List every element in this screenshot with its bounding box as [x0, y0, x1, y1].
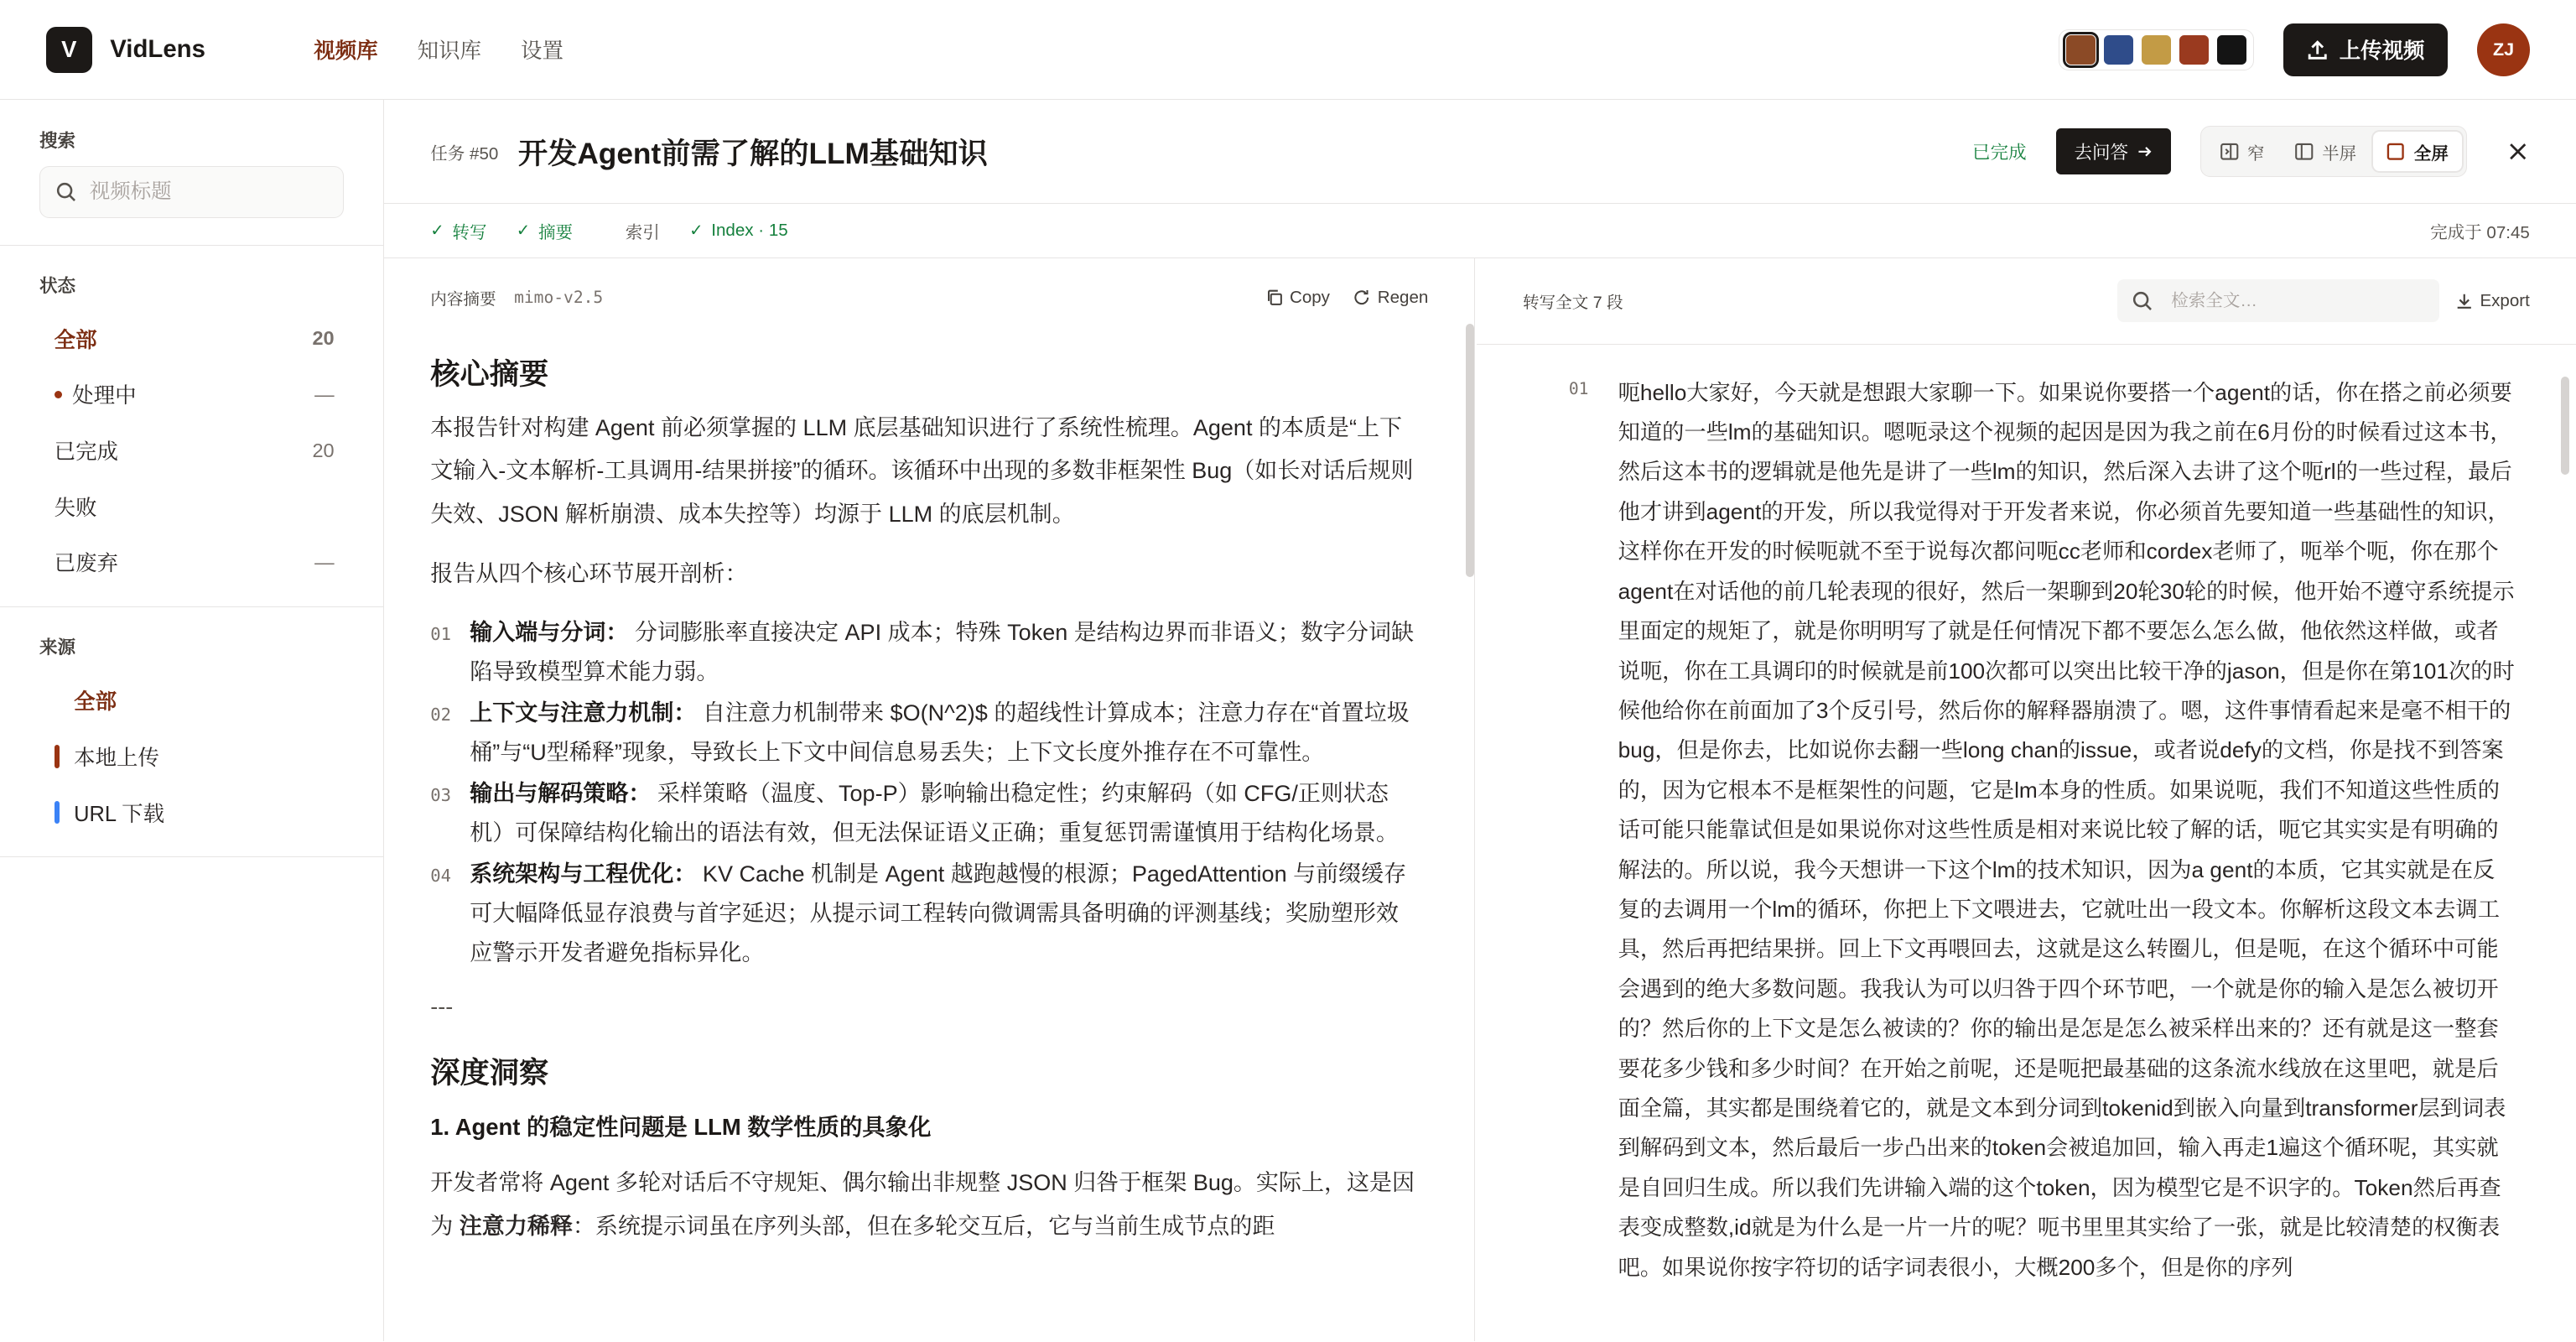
panel-half-icon [2294, 142, 2314, 162]
paragraph-text: 开发者常将 Agent 多轮对话后不守规矩、偶尔输出非规整 JSON 归咎于框架 Bug。实际上，这是因为 [430, 1170, 1415, 1240]
source-filter-label: 全部 [74, 690, 117, 715]
list-item [430, 855, 1415, 973]
source-section-label: 来源 [39, 637, 76, 658]
transcript-pane [1477, 258, 2576, 1341]
transcript-label: 转写全文 7 段 [1522, 294, 1623, 313]
view-half-label: 半屏 [2322, 143, 2357, 164]
step-label: 索引 [625, 222, 660, 242]
status-filter-abandoned[interactable] [39, 534, 344, 590]
status-filter-count: — [314, 382, 335, 405]
list-item [430, 774, 1415, 853]
app-logo[interactable]: V [46, 27, 92, 73]
check-icon: ✓ [516, 221, 531, 240]
transcript-scrollbar[interactable] [2561, 377, 2569, 476]
list-item-text: 采样策略（温度、Top-P）影响输出稳定性；约束解码（如 CFG/正则状态机）可保障结构化输出的语法有效，但无法保证语义正确；重复惩罚需谨慎用于结构化场景。 [470, 780, 1399, 845]
view-half-button[interactable] [2281, 132, 2370, 171]
status-filter-count: 20 [312, 327, 335, 350]
list-item-title: 系统架构与工程优化： [470, 861, 697, 887]
model-name: mimo-v2.5 [514, 288, 604, 308]
view-full-label: 全屏 [2413, 143, 2449, 164]
arrow-right-icon [2137, 143, 2153, 160]
list-item [430, 613, 1415, 692]
list-item-number: 01 [430, 623, 451, 644]
export-label: Export [2480, 290, 2530, 310]
search-icon [55, 181, 76, 202]
paragraph-text: ：系统提示词虽在序列头部，但在多轮交互后，它与当前生成节点的距 [572, 1214, 1275, 1240]
insight-subheading: 1. Agent 的稳定性问题是 LLM 数学性质的具象化 [430, 1113, 932, 1140]
check-icon: ✓ [430, 221, 444, 240]
transcript-search-input[interactable] [2171, 291, 2418, 311]
completed-time: 完成于 07:45 [2430, 222, 2530, 242]
task-header [384, 100, 2575, 203]
check-icon: ✓ [689, 221, 704, 240]
theme-swatch-1[interactable] [2066, 35, 2096, 65]
view-mode-toggle [2200, 126, 2467, 177]
summary-content [384, 337, 1474, 1249]
summary-pane [384, 258, 1475, 1341]
list-item-text: 自注意力机制带来 $O(N^2)$ 的超线性计算成本；注意力存在“首置垃圾桶”与“U型稀释”现象，导致长上下文中间信息易丢失；上下文长度外推存在不可靠性。 [470, 700, 1410, 765]
upload-video-button[interactable] [2283, 23, 2448, 76]
processing-dot-icon [55, 391, 63, 399]
brand-name: VidLens [110, 35, 205, 64]
transcript-search-box [2117, 279, 2439, 322]
nav-knowledge-base[interactable]: 知识库 [417, 39, 481, 64]
regen-button[interactable] [1353, 288, 1428, 308]
status-filter-all[interactable] [39, 311, 344, 367]
pipeline-steps [384, 204, 2575, 258]
paragraph-bold: 注意力稀释 [459, 1214, 573, 1240]
video-search-box [39, 166, 344, 219]
download-icon [2455, 292, 2474, 310]
theme-swatch-4[interactable] [2179, 35, 2209, 65]
search-section-label: 搜索 [39, 130, 76, 151]
go-to-qa-label: 去问答 [2074, 143, 2129, 164]
top-bar [0, 0, 2576, 100]
panel-narrow-icon [2220, 142, 2240, 162]
theme-swatch-2[interactable] [2104, 35, 2133, 65]
segment-number: 01 [1568, 379, 1589, 399]
upload-video-label: 上传视频 [2339, 39, 2425, 64]
step-label: 摘要 [538, 222, 574, 242]
source-filter-label: 本地上传 [74, 746, 159, 770]
user-avatar[interactable]: ZJ [2477, 23, 2530, 76]
deep-insight-heading: 深度洞察 [430, 1057, 549, 1090]
panel-full-icon [2386, 142, 2406, 162]
list-item-title: 输入端与分词： [470, 619, 629, 645]
task-detail-panel [384, 100, 2575, 1340]
view-full-button[interactable] [2373, 132, 2462, 171]
list-item-number: 02 [430, 704, 451, 725]
status-filter-count: 20 [312, 439, 335, 461]
status-filter-label: 失败 [54, 496, 97, 520]
go-to-qa-button[interactable] [2056, 128, 2171, 174]
step-label: Index · 15 [711, 220, 788, 240]
status-filter-label: 已完成 [54, 440, 118, 465]
list-item [430, 694, 1415, 772]
close-icon[interactable] [2506, 140, 2529, 163]
status-filter-count: — [314, 550, 335, 573]
step-summary [517, 218, 573, 243]
task-status-badge: 已完成 [1972, 143, 2027, 164]
list-item-number: 04 [430, 865, 451, 886]
copy-label: Copy [1289, 287, 1330, 307]
copy-button[interactable] [1265, 288, 1330, 308]
list-item-text: 分词膨胀率直接决定 API 成本；特殊 Token 是结构边界而非语义；数字分词缺陷导致模型算术能力弱。 [470, 619, 1414, 684]
status-filter-processing[interactable] [39, 367, 344, 423]
list-item-number: 03 [430, 784, 451, 805]
export-button[interactable] [2455, 291, 2530, 311]
list-item-title: 输出与解码策略： [470, 780, 652, 806]
source-filter-label: URL 下载 [74, 802, 165, 826]
source-filter-local[interactable] [39, 729, 344, 785]
url-source-marker-icon [55, 801, 60, 824]
list-item-title: 上下文与注意力机制： [470, 700, 697, 726]
step-transcribe [430, 218, 486, 243]
summary-paragraph: 本报告针对构建 Agent 前必须掌握的 LLM 底层基础知识进行了系统性梳理。Agent 的本质是“上下文输入-文本解析-工具调用-结果拼接”的循环。该循环中出现的多数非框架性 Bug（如长对话后规则失效、JSON 解析崩溃、成本失控等）均源于 LLM 的底层机制。 [430, 414, 1414, 528]
summary-paragraph: 报告从四个核心环节展开剖析： [430, 561, 748, 587]
regen-label: Regen [1377, 287, 1429, 307]
refresh-icon [1353, 289, 1371, 307]
list-item-text: KV Cache 机制是 Agent 越跑越慢的根源；PagedAttention 与前缀缓存可大幅降低显存浪费与首字延迟；从提示词工程转向微调需具备明确的评测基线；奖励塑形效应警示开发者避免指标异化。 [470, 861, 1407, 965]
source-filter-url[interactable] [39, 784, 344, 840]
status-filter-failed[interactable] [39, 478, 344, 534]
summary-label: 内容摘要 [430, 290, 496, 309]
status-section-label: 状态 [39, 275, 76, 296]
nav-video-library[interactable]: 视频库 [314, 39, 378, 64]
task-id: 任务 #50 [430, 143, 499, 164]
sidebar [0, 100, 384, 1340]
task-title: 开发Agent前需了解的LLM基础知识 [517, 138, 988, 171]
theme-swatch-5[interactable] [2217, 35, 2246, 65]
status-filter-label: 处理中 [72, 384, 137, 408]
copy-icon [1265, 289, 1284, 307]
segment-text: 呃hello大家好，今天就是想跟大家聊一下。如果说你要搭一个agent的话，你在搭之前必须要知道的一些lm的基础知识。嗯呃录这个视频的起因是因为我之前在6月份的时候看过这本书，然后这本书的逻辑就是他先是讲了一些lm的知识，然后深入去讲了这个呃rl的一些过程，最后他才讲到agent的开发，所以我觉得对于开发者来说，你必须首先要知道一些基础性的知识，这样你在开发的时候呃就不至于说每次都问呃cc老师和cordex老师了，呃举个呃，你在那个agent在对话他的前几轮表现的很好，然后一架聊到20轮30轮的时候，他开始不遵守系统提示里面定的规矩了，就是你明明写了就是任何情况下都不要怎么怎么做，他依然这样做，或者说呃，你在工具调印的时候就是前100次都可以突出比较干净的jason，但是你在第101次的时候他给你在前面加了3个反引号，然后你的解释器崩溃了。嗯，这件事情看起来是毫不相干的bug，但是你去，比如说你去翻一些long chan的issue，或者说defy的文档，你是找不到答案的，因为它根本不是框架性的问题，它是lm本身的性质。如果说呃，我们不知道这些性质的话可能只能靠试但是如果说你对这些性质是相对来说比较了解的话，呃它其实实是有明确的解法的。所以说，我今天想讲一下这个lm的技术知识，因为a gent的本质，它其实就是在反复的去调用一个lm的循环，你把上下文喂进去，它就吐出一段文本。你解析这段文本去调工具，然后再把结果拼。回上下文再喂回去，这就是这么转圈儿，但是呃，在这个循环中可能会遇到的绝大多数问题。我我认为可以归咎于四个环节吧，一个就是你的输入是怎么被切开的？然后你的上下文是怎么被读的？你的输出是怎是怎么被采样出来的？还有就是这一整套要花多少钱和多少时间？在开始之前呢，还是呃把最基础的这条流水线放在这里吧，就是后面全篇，其实都是围绕着它的，就是文本到分词到tokenid到嵌入向量到transformer层到词表到解码到文本，然后最后一步凸出来的token会被追加回，输入再走1遍这个循环呢，其实就是自回归生成。所以我们先讲输入端的这个token，因为模型它是不识字的。Token然后再查表变成整数,id就是为什么是一片一片的呢？呃书里里其实给了一张，就是比较清楚的权衡表吧。如果说你按字符切的话字词表很小，大概200多个，但是你的序列 [1618, 379, 2515, 1280]
core-summary-heading: 核心摘要 [430, 358, 549, 392]
status-filter-label: 全部 [54, 328, 97, 352]
nav-settings[interactable]: 设置 [521, 39, 564, 64]
video-search-input[interactable] [90, 180, 319, 204]
summary-scrollbar[interactable] [1466, 324, 1474, 577]
step-label: 转写 [452, 222, 487, 242]
status-filter-completed[interactable] [39, 423, 344, 479]
source-filter-all[interactable] [39, 673, 344, 729]
divider: --- [430, 994, 454, 1020]
status-filter-label: 已废弃 [54, 552, 118, 576]
upload-icon [2307, 39, 2328, 60]
search-icon [2132, 290, 2153, 311]
main-nav [314, 34, 564, 65]
step-index [602, 218, 660, 243]
view-narrow-label: 窄 [2247, 143, 2265, 164]
local-source-marker-icon [55, 745, 60, 767]
transcript-segment [1477, 345, 2576, 1287]
step-index-count [689, 221, 788, 241]
theme-swatches [2059, 29, 2254, 70]
theme-swatch-3[interactable] [2142, 35, 2171, 65]
view-narrow-button[interactable] [2206, 132, 2277, 171]
summary-paragraph [430, 1162, 1415, 1248]
